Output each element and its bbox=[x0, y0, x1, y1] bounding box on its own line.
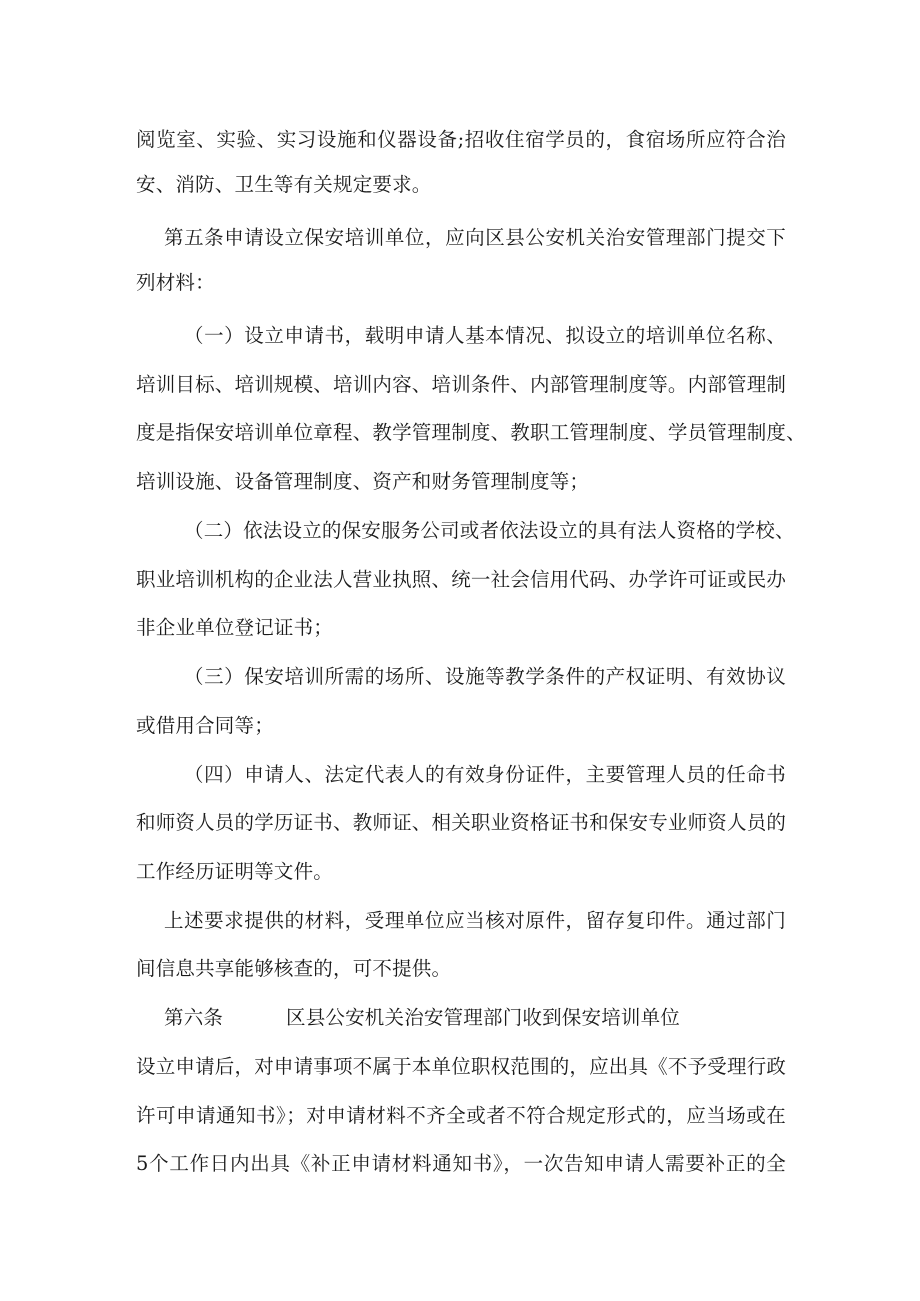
text-line: 职业培训机构的企业法人营业执照、统一社会信用代码、办学许可证或民办 bbox=[136, 568, 787, 591]
text-line: 培训设施、设备管理制度、资产和财务管理制度等； bbox=[136, 470, 590, 493]
article-number: 第六条 bbox=[164, 1006, 224, 1029]
text-line: （三）保安培训所需的场所、设施等教学条件的产权证明、有效协议 bbox=[184, 665, 786, 688]
text-line: 列材料： bbox=[136, 271, 215, 294]
text-line: 工作经历证明等文件。 bbox=[136, 860, 334, 883]
text-line: 上述要求提供的材料，受理单位应当核对原件，留存复印件。通过部门 bbox=[164, 909, 786, 932]
text-line: 5个工作日内出具《补正申请材料通知书》，一次告知申请人需要补正的全 bbox=[136, 1152, 786, 1175]
text-line: （四）申请人、法定代表人的有效身份证件，主要管理人员的任命书 bbox=[184, 763, 786, 786]
text-line: 区县公安机关治安管理部门收到保安培训单位 bbox=[286, 1006, 681, 1029]
text-line: （一）设立申请书，载明申请人基本情况、拟设立的培训单位名称、 bbox=[184, 324, 786, 347]
text-line: 阅览室、实验、实习设施和仪器设备;招收住宿学员的，食宿场所应符合治 bbox=[136, 128, 786, 151]
text-line: （二）依法设立的保安服务公司或者依法设立的具有法人资格的学校、 bbox=[184, 519, 795, 542]
text-line: 间信息共享能够核查的，可不提供。 bbox=[136, 957, 452, 980]
text-line: 或借用合同等； bbox=[136, 714, 274, 737]
text-line: 第五条申请设立保安培训单位，应向区县公安机关治安管理部门提交下 bbox=[164, 226, 786, 249]
text-line: 度是指保安培训单位章程、教学管理制度、教职工管理制度、学员管理制度、 bbox=[136, 421, 806, 444]
text-line: 安、消防、卫生等有关规定要求。 bbox=[136, 173, 432, 196]
text-line: 非企业单位登记证书； bbox=[136, 616, 334, 639]
text-line: 培训目标、培训规模、培训内容、培训条件、内部管理制度等。内部管理制 bbox=[136, 373, 787, 396]
text-line: 设立申请后，对申请事项不属于本单位职权范围的，应出具《不予受理行政 bbox=[136, 1055, 787, 1078]
text-line: 许可申请通知书》；对申请材料不齐全或者不符合规定形式的，应当场或在 bbox=[136, 1104, 786, 1127]
text-line: 和师资人员的学历证书、教师证、相关职业资格证书和保安专业师资人员的 bbox=[136, 811, 787, 834]
